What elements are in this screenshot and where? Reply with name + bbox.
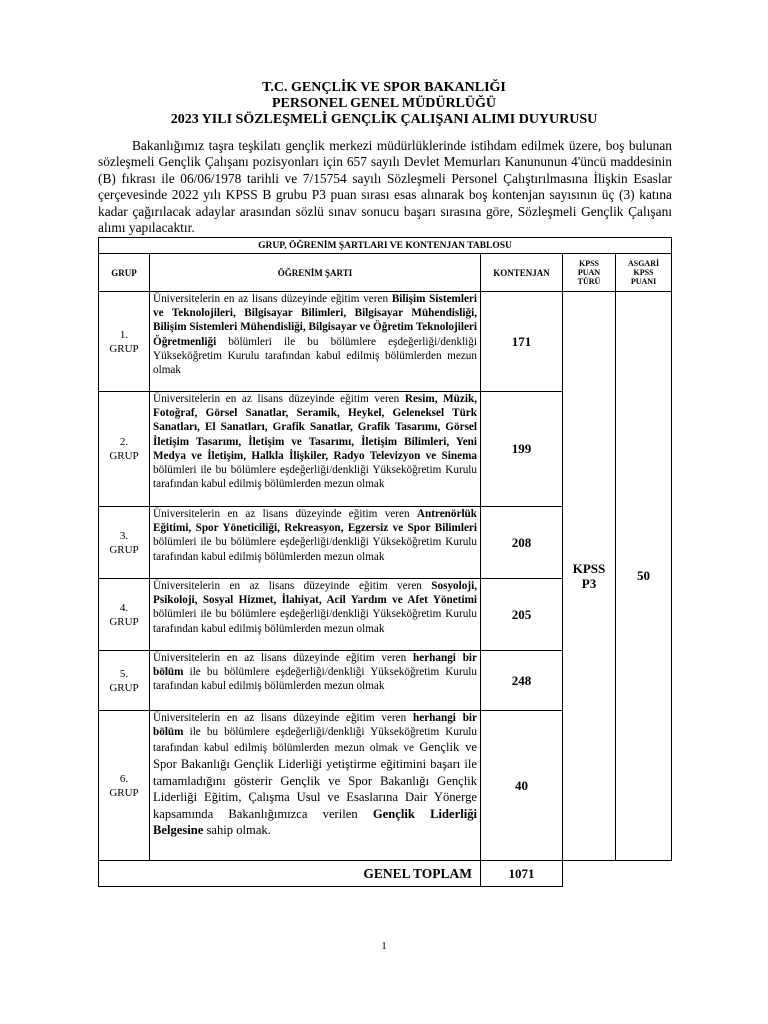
header-asgari-kpss-puani: [616, 254, 672, 292]
requirement-text: Üniversitelerin en az lisans düzeyinde eğitim veren: [153, 712, 414, 724]
requirement-text: bölümleri ile bu bölümlere eşdeğerliği/denkliği Yükseköğretim Kurulu tarafından kabul edilmiş bölümlerden mezun olmak: [153, 608, 477, 635]
group-requirements-table: [98, 237, 672, 887]
group-number: 2.: [119, 436, 129, 448]
table-caption: GRUP, ÖĞRENİM ŞARTLARI VE KONTENJAN TABLOSU: [99, 238, 672, 254]
group-number: 5.: [119, 667, 129, 680]
requirement-cell: [150, 711, 481, 861]
header-grup: GRUP: [99, 254, 150, 292]
group-label: GRUP: [109, 450, 139, 462]
requirement-text: Üniversitelerin en az lisans düzeyinde eğitim veren: [153, 293, 392, 305]
header-kpss-puan-turu: [563, 254, 616, 292]
total-row: [99, 861, 672, 887]
group-label: GRUP: [109, 615, 139, 628]
header-ogrenim: ÖĞRENİM ŞARTI: [150, 254, 481, 292]
intro-paragraph: Bakanlığımız taşra teşkilatı gençlik merkezi müdürlüklerinde istihdam edilmek üzere, boş bulunan sözleşmeli Gençlik Çalışanı pozisyonları için 657 sayılı Devlet Memurları Kanununun 4'üncü maddesinin (B) fıkrası ile 06/06/1978 tarihli ve 7/15754 sayılı Sözleşmeli Personel Çalıştırılmasına İlişkin Esaslar çerçevesinde 2022 yılı KPSS B grubu P3 puan sırası esas alınarak boş kontenjan sayısının üç (3) katına kadar çağırılacak adaylar arasından sözlü sınav sonucu başarı sırasına göre, Sözleşmeli Gençlik Çalışanı alımı yapılacaktır.: [98, 138, 672, 236]
requirement-text: ile bu bölümlere eşdeğerliği/denkliği Yükseköğretim Kurulu tarafından kabul edilmiş bölümlerden mezun olmak ve: [153, 726, 477, 755]
total-label: GENEL TOPLAM: [99, 861, 481, 887]
requirement-text: Üniversitelerin en az lisans düzeyinde eğitim veren: [153, 508, 417, 520]
requirement-text: bölümleri ile bu bölümlere eşdeğerliği/denkliği Yükseköğretim Kurulu tarafından kabul edilmiş bölümlerden mezun olmak: [153, 464, 477, 491]
group-cell: [99, 651, 150, 711]
header-asgari-l3: PUANI: [630, 277, 657, 286]
group-cell: [99, 507, 150, 579]
header-asgari-l2: KPSS: [633, 268, 654, 277]
requirement-extra-text: Gençlik ve Spor Bakanlığı Gençlik Liderliği yetiştirme eğitimini başarı ile tamamladığını gösterir Gençlik ve Spor Bakanlığı Gençlik Liderliği Eğitim, Çalışma Usul ve Esaslarına Dair Yönerge kapsamında Bakanlığımızca verilen: [153, 740, 477, 821]
group-number: 4.: [119, 601, 129, 614]
requirement-departments: Bilişim Sistemleri ve Teknolojileri, Bilgisayar Bilimleri, Bilgisayar Mühendisliği, Bilişim Sistemleri Mühendisliği, Bilgisayar ve Öğretim Teknolojileri Öğretmenliği: [153, 293, 477, 348]
requirement-text: Üniversitelerin en az lisans düzeyinde eğitim veren: [153, 580, 432, 592]
requirement-cell: [150, 292, 481, 392]
group-number: 1.: [119, 328, 129, 341]
page-number: 1: [381, 940, 387, 952]
quota-cell: 205: [481, 579, 563, 651]
quota-cell: 171: [481, 292, 563, 392]
document-header: [0, 80, 768, 128]
requirement-text: Üniversitelerin en az lisans düzeyinde eğitim veren: [153, 652, 414, 664]
requirement-cell: [150, 507, 481, 579]
header-directorate: PERSONEL GENEL MÜDÜRLÜĞÜ: [271, 96, 497, 111]
requirement-departments: Antrenörlük Eğitimi, Spor Yöneticiliği, Rekreasyon, Egzersiz ve Spor Bilimleri: [153, 508, 477, 535]
quota-cell: 40: [481, 711, 563, 861]
requirement-text: ile bu bölümlere eşdeğerliği/denkliği Yükseköğretim Kurulu tarafından kabul edilmiş bölümlerden mezun olmak: [153, 666, 477, 693]
header-asgari-l1: ASGARİ: [627, 259, 660, 268]
requirement-departments: Sosyoloji, Psikoloji, Sosyal Hizmet, İlahiyat, Acil Yardım ve Afet Yönetimi: [153, 580, 477, 607]
group-cell: [99, 392, 150, 507]
quota-cell: 248: [481, 651, 563, 711]
requirement-cell: [150, 651, 481, 711]
kpss-type-l1: KPSS: [572, 561, 606, 576]
requirement-text: bölümleri ile bu bölümlere eşdeğerliği/denkliği Yükseköğretim Kurulu tarafından kabul edilmiş bölümlerden mezun olmak: [153, 536, 477, 563]
header-kpss-l2: PUAN: [577, 268, 601, 277]
requirement-cell: [150, 392, 481, 507]
header-kontenjan: KONTENJAN: [481, 254, 563, 292]
requirement-departments: Resim, Müzik, Fotoğraf, Görsel Sanatlar, Seramik, Heykel, Geleneksel Türk Sanatları, El Sanatları, Grafik Sanatlar, Grafik Tasarımı, Görsel İletişim Tasarımı, İletişim ve Tasarımı, İletişim Bilimleri, Yeni Medya ve İletişim, Halkla İlişkiler, Radyo Televizyon ve Sinema: [153, 393, 477, 462]
quota-cell: 199: [481, 392, 563, 507]
group-label: GRUP: [109, 681, 139, 694]
kpss-type-l2: P3: [581, 576, 597, 591]
header-kpss-l3: TÜRÜ: [577, 277, 601, 286]
group-label: GRUP: [109, 342, 139, 355]
requirement-text: Üniversitelerin en az lisans düzeyinde eğitim veren: [153, 393, 405, 405]
min-kpss-score-cell: 50: [616, 292, 672, 861]
requirement-text: bölümleri ile bu bölümlere eşdeğerliği/denkliği Yükseköğretim Kurulu tarafından kabul edilmiş bölümlerden mezun olmak: [153, 335, 477, 377]
table-row: [99, 292, 672, 392]
header-ministry: T.C. GENÇLİK VE SPOR BAKANLIĞI: [262, 80, 506, 95]
group-number: 3.: [119, 529, 129, 542]
header-kpss-l1: KPSS: [578, 259, 599, 268]
header-title: 2023 YILI SÖZLEŞMELİ GENÇLİK ÇALIŞANI ALIMI DUYURUSU: [170, 112, 598, 127]
group-cell: [99, 711, 150, 861]
total-value: 1071: [481, 861, 563, 887]
group-label: GRUP: [109, 786, 139, 799]
group-cell: [99, 292, 150, 392]
group-cell: [99, 579, 150, 651]
requirement-departments: herhangi bir bölüm: [153, 712, 477, 739]
requirement-cell: [150, 579, 481, 651]
group-number: 6.: [119, 772, 129, 785]
kpss-score-type-cell: [563, 292, 616, 861]
group-label: GRUP: [109, 543, 139, 556]
requirement-departments: herhangi bir bölüm: [153, 652, 477, 679]
requirement-certificate: Gençlik Liderliği Belgesine: [153, 806, 477, 838]
requirement-extra-text: sahip olmak.: [203, 823, 271, 838]
quota-cell: 208: [481, 507, 563, 579]
